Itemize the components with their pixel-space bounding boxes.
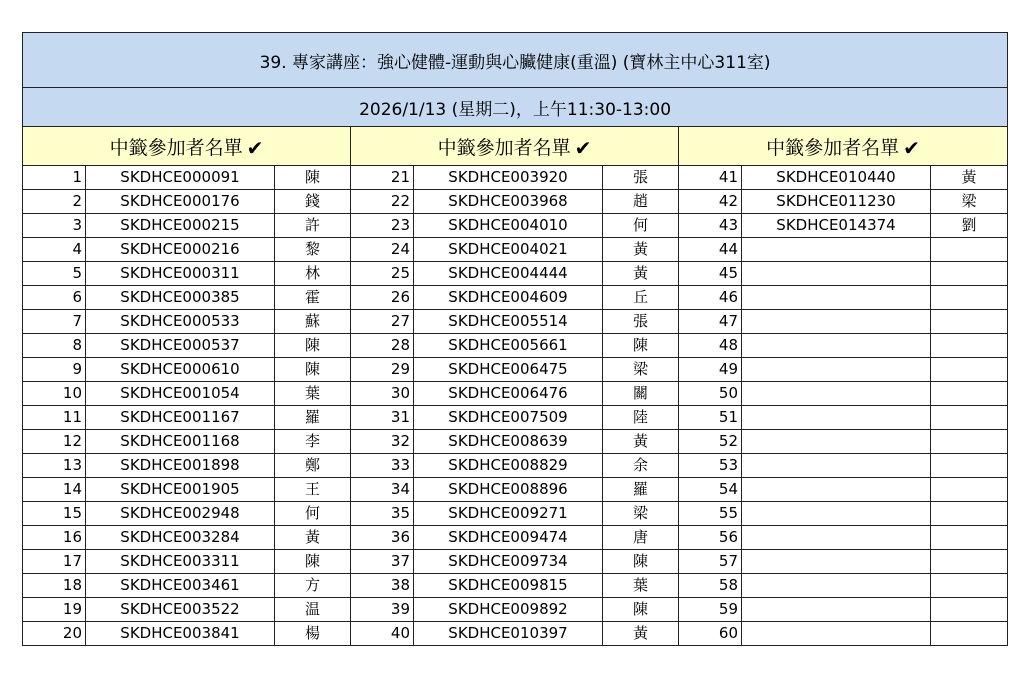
surname: 唐 bbox=[603, 526, 679, 550]
table-row bbox=[23, 166, 1008, 190]
surname: 梁 bbox=[603, 358, 679, 382]
surname: 關 bbox=[603, 382, 679, 406]
member-code: SKDHCE010440 bbox=[742, 166, 931, 190]
check-icon: ✔ bbox=[903, 135, 920, 160]
row-number: 29 bbox=[351, 358, 414, 382]
surname bbox=[931, 238, 1008, 262]
surname: 張 bbox=[603, 166, 679, 190]
surname bbox=[931, 262, 1008, 286]
date-row bbox=[23, 88, 1008, 127]
row-number: 38 bbox=[351, 574, 414, 598]
surname: 葉 bbox=[603, 574, 679, 598]
table-row bbox=[23, 382, 1008, 406]
member-code: SKDHCE002948 bbox=[86, 502, 275, 526]
surname: 黃 bbox=[603, 262, 679, 286]
row-number: 16 bbox=[23, 526, 86, 550]
row-number: 11 bbox=[23, 406, 86, 430]
row-number: 27 bbox=[351, 310, 414, 334]
surname: 陳 bbox=[275, 358, 351, 382]
list-header-row bbox=[23, 127, 1008, 166]
row-number: 35 bbox=[351, 502, 414, 526]
surname bbox=[931, 310, 1008, 334]
member-code bbox=[742, 358, 931, 382]
surname: 黃 bbox=[603, 622, 679, 646]
member-code bbox=[742, 286, 931, 310]
surname: 梁 bbox=[603, 502, 679, 526]
table-row bbox=[23, 502, 1008, 526]
row-number: 56 bbox=[679, 526, 742, 550]
table-row bbox=[23, 334, 1008, 358]
surname bbox=[931, 334, 1008, 358]
row-number: 40 bbox=[351, 622, 414, 646]
table-row bbox=[23, 478, 1008, 502]
row-number: 39 bbox=[351, 598, 414, 622]
table-row bbox=[23, 430, 1008, 454]
row-number: 20 bbox=[23, 622, 86, 646]
member-code bbox=[742, 574, 931, 598]
surname: 李 bbox=[275, 430, 351, 454]
row-number: 15 bbox=[23, 502, 86, 526]
surname: 丘 bbox=[603, 286, 679, 310]
member-code: SKDHCE011230 bbox=[742, 190, 931, 214]
member-code: SKDHCE010397 bbox=[414, 622, 603, 646]
table-row bbox=[23, 286, 1008, 310]
surname: 陳 bbox=[275, 166, 351, 190]
row-number: 48 bbox=[679, 334, 742, 358]
surname: 陸 bbox=[603, 406, 679, 430]
row-number: 37 bbox=[351, 550, 414, 574]
row-number: 18 bbox=[23, 574, 86, 598]
member-code: SKDHCE006476 bbox=[414, 382, 603, 406]
member-code: SKDHCE001898 bbox=[86, 454, 275, 478]
surname: 錢 bbox=[275, 190, 351, 214]
member-code bbox=[742, 526, 931, 550]
member-code bbox=[742, 262, 931, 286]
member-code: SKDHCE005661 bbox=[414, 334, 603, 358]
member-code: SKDHCE008829 bbox=[414, 454, 603, 478]
table-row bbox=[23, 310, 1008, 334]
row-number: 34 bbox=[351, 478, 414, 502]
member-code: SKDHCE003968 bbox=[414, 190, 603, 214]
member-code: SKDHCE001167 bbox=[86, 406, 275, 430]
list-header-col1 bbox=[23, 127, 351, 166]
surname: 黃 bbox=[603, 430, 679, 454]
row-number: 54 bbox=[679, 478, 742, 502]
member-code: SKDHCE007509 bbox=[414, 406, 603, 430]
member-code: SKDHCE000537 bbox=[86, 334, 275, 358]
row-number: 33 bbox=[351, 454, 414, 478]
row-number: 13 bbox=[23, 454, 86, 478]
list-header-col2 bbox=[351, 127, 679, 166]
row-number: 44 bbox=[679, 238, 742, 262]
surname: 劉 bbox=[931, 214, 1008, 238]
member-code: SKDHCE003522 bbox=[86, 598, 275, 622]
surname bbox=[931, 454, 1008, 478]
member-code bbox=[742, 454, 931, 478]
member-code: SKDHCE001905 bbox=[86, 478, 275, 502]
surname: 許 bbox=[275, 214, 351, 238]
row-number: 24 bbox=[351, 238, 414, 262]
surname bbox=[931, 574, 1008, 598]
member-code bbox=[742, 598, 931, 622]
surname: 黃 bbox=[931, 166, 1008, 190]
surname bbox=[931, 358, 1008, 382]
member-code: SKDHCE001054 bbox=[86, 382, 275, 406]
member-code: SKDHCE004021 bbox=[414, 238, 603, 262]
row-number: 52 bbox=[679, 430, 742, 454]
member-code: SKDHCE009892 bbox=[414, 598, 603, 622]
surname: 張 bbox=[603, 310, 679, 334]
member-code bbox=[742, 382, 931, 406]
surname: 温 bbox=[275, 598, 351, 622]
member-code: SKDHCE009474 bbox=[414, 526, 603, 550]
row-number: 28 bbox=[351, 334, 414, 358]
surname bbox=[931, 478, 1008, 502]
row-number: 31 bbox=[351, 406, 414, 430]
row-number: 8 bbox=[23, 334, 86, 358]
member-code: SKDHCE006475 bbox=[414, 358, 603, 382]
check-icon: ✔ bbox=[246, 135, 264, 160]
member-code bbox=[742, 430, 931, 454]
table-row bbox=[23, 622, 1008, 646]
row-number: 57 bbox=[679, 550, 742, 574]
surname: 王 bbox=[275, 478, 351, 502]
row-number: 53 bbox=[679, 454, 742, 478]
surname bbox=[931, 622, 1008, 646]
member-code bbox=[742, 478, 931, 502]
surname bbox=[931, 526, 1008, 550]
table-row bbox=[23, 262, 1008, 286]
surname bbox=[931, 502, 1008, 526]
surname: 黎 bbox=[275, 238, 351, 262]
list-header-label: 中籤參加者名單 bbox=[109, 136, 243, 159]
member-code: SKDHCE009815 bbox=[414, 574, 603, 598]
row-number: 21 bbox=[351, 166, 414, 190]
row-number: 30 bbox=[351, 382, 414, 406]
table-row bbox=[23, 574, 1008, 598]
member-code: SKDHCE014374 bbox=[742, 214, 931, 238]
member-code: SKDHCE003841 bbox=[86, 622, 275, 646]
row-number: 46 bbox=[679, 286, 742, 310]
member-code bbox=[742, 622, 931, 646]
surname: 梁 bbox=[931, 190, 1008, 214]
row-number: 3 bbox=[23, 214, 86, 238]
row-number: 6 bbox=[23, 286, 86, 310]
member-code: SKDHCE003284 bbox=[86, 526, 275, 550]
table-row bbox=[23, 238, 1008, 262]
table-row bbox=[23, 454, 1008, 478]
row-number: 36 bbox=[351, 526, 414, 550]
row-number: 59 bbox=[679, 598, 742, 622]
list-header-label: 中籤參加者名單 bbox=[766, 136, 900, 159]
member-code: SKDHCE004010 bbox=[414, 214, 603, 238]
member-code bbox=[742, 238, 931, 262]
row-number: 42 bbox=[679, 190, 742, 214]
row-number: 23 bbox=[351, 214, 414, 238]
row-number: 5 bbox=[23, 262, 86, 286]
member-code bbox=[742, 550, 931, 574]
row-number: 19 bbox=[23, 598, 86, 622]
list-header-label: 中籤參加者名單 bbox=[437, 136, 571, 159]
member-code: SKDHCE000610 bbox=[86, 358, 275, 382]
surname: 何 bbox=[275, 502, 351, 526]
row-number: 22 bbox=[351, 190, 414, 214]
row-number: 32 bbox=[351, 430, 414, 454]
row-number: 4 bbox=[23, 238, 86, 262]
row-number: 41 bbox=[679, 166, 742, 190]
row-number: 17 bbox=[23, 550, 86, 574]
row-number: 51 bbox=[679, 406, 742, 430]
row-number: 55 bbox=[679, 502, 742, 526]
surname: 楊 bbox=[275, 622, 351, 646]
member-code bbox=[742, 334, 931, 358]
row-number: 25 bbox=[351, 262, 414, 286]
row-number: 50 bbox=[679, 382, 742, 406]
member-code: SKDHCE004609 bbox=[414, 286, 603, 310]
surname: 霍 bbox=[275, 286, 351, 310]
table-row bbox=[23, 190, 1008, 214]
surname: 陳 bbox=[603, 334, 679, 358]
surname: 陳 bbox=[275, 334, 351, 358]
title-row bbox=[23, 33, 1008, 88]
table-row bbox=[23, 598, 1008, 622]
surname bbox=[931, 598, 1008, 622]
participant-sheet bbox=[22, 32, 1008, 646]
row-number: 60 bbox=[679, 622, 742, 646]
surname: 林 bbox=[275, 262, 351, 286]
row-number: 45 bbox=[679, 262, 742, 286]
surname bbox=[931, 382, 1008, 406]
row-number: 2 bbox=[23, 190, 86, 214]
member-code: SKDHCE004444 bbox=[414, 262, 603, 286]
member-code bbox=[742, 502, 931, 526]
row-number: 7 bbox=[23, 310, 86, 334]
member-code: SKDHCE003311 bbox=[86, 550, 275, 574]
member-code bbox=[742, 310, 931, 334]
row-number: 12 bbox=[23, 430, 86, 454]
table-row bbox=[23, 550, 1008, 574]
row-number: 14 bbox=[23, 478, 86, 502]
member-code bbox=[742, 406, 931, 430]
row-number: 43 bbox=[679, 214, 742, 238]
surname: 陳 bbox=[603, 550, 679, 574]
member-code: SKDHCE000091 bbox=[86, 166, 275, 190]
table-row bbox=[23, 358, 1008, 382]
row-number: 58 bbox=[679, 574, 742, 598]
surname: 鄭 bbox=[275, 454, 351, 478]
table-row bbox=[23, 214, 1008, 238]
row-number: 47 bbox=[679, 310, 742, 334]
member-code: SKDHCE000176 bbox=[86, 190, 275, 214]
row-number: 26 bbox=[351, 286, 414, 310]
row-number: 10 bbox=[23, 382, 86, 406]
surname bbox=[931, 430, 1008, 454]
surname: 葉 bbox=[275, 382, 351, 406]
check-icon: ✔ bbox=[574, 135, 592, 160]
member-code: SKDHCE000385 bbox=[86, 286, 275, 310]
member-code: SKDHCE003920 bbox=[414, 166, 603, 190]
table-row bbox=[23, 406, 1008, 430]
surname bbox=[931, 286, 1008, 310]
surname: 余 bbox=[603, 454, 679, 478]
member-code: SKDHCE005514 bbox=[414, 310, 603, 334]
surname: 趙 bbox=[603, 190, 679, 214]
surname: 陳 bbox=[275, 550, 351, 574]
surname: 陳 bbox=[603, 598, 679, 622]
event-datetime: 2026/1/13 (星期二)，上午11:30-13:00 bbox=[23, 88, 1008, 127]
table-row bbox=[23, 526, 1008, 550]
member-code: SKDHCE000215 bbox=[86, 214, 275, 238]
member-code: SKDHCE009734 bbox=[414, 550, 603, 574]
row-number: 1 bbox=[23, 166, 86, 190]
row-number: 49 bbox=[679, 358, 742, 382]
surname bbox=[931, 550, 1008, 574]
surname: 黃 bbox=[275, 526, 351, 550]
list-header-col3 bbox=[679, 127, 1008, 166]
member-code: SKDHCE000533 bbox=[86, 310, 275, 334]
surname: 蘇 bbox=[275, 310, 351, 334]
surname: 羅 bbox=[603, 478, 679, 502]
surname: 何 bbox=[603, 214, 679, 238]
member-code: SKDHCE008896 bbox=[414, 478, 603, 502]
event-title: 39. 專家講座：強心健體-運動與心臟健康(重溫) (寶林主中心311室) bbox=[23, 33, 1008, 88]
member-code: SKDHCE000311 bbox=[86, 262, 275, 286]
surname bbox=[931, 406, 1008, 430]
surname: 黃 bbox=[603, 238, 679, 262]
member-code: SKDHCE000216 bbox=[86, 238, 275, 262]
member-code: SKDHCE003461 bbox=[86, 574, 275, 598]
member-code: SKDHCE008639 bbox=[414, 430, 603, 454]
surname: 方 bbox=[275, 574, 351, 598]
row-number: 9 bbox=[23, 358, 86, 382]
surname: 羅 bbox=[275, 406, 351, 430]
member-code: SKDHCE001168 bbox=[86, 430, 275, 454]
member-code: SKDHCE009271 bbox=[414, 502, 603, 526]
